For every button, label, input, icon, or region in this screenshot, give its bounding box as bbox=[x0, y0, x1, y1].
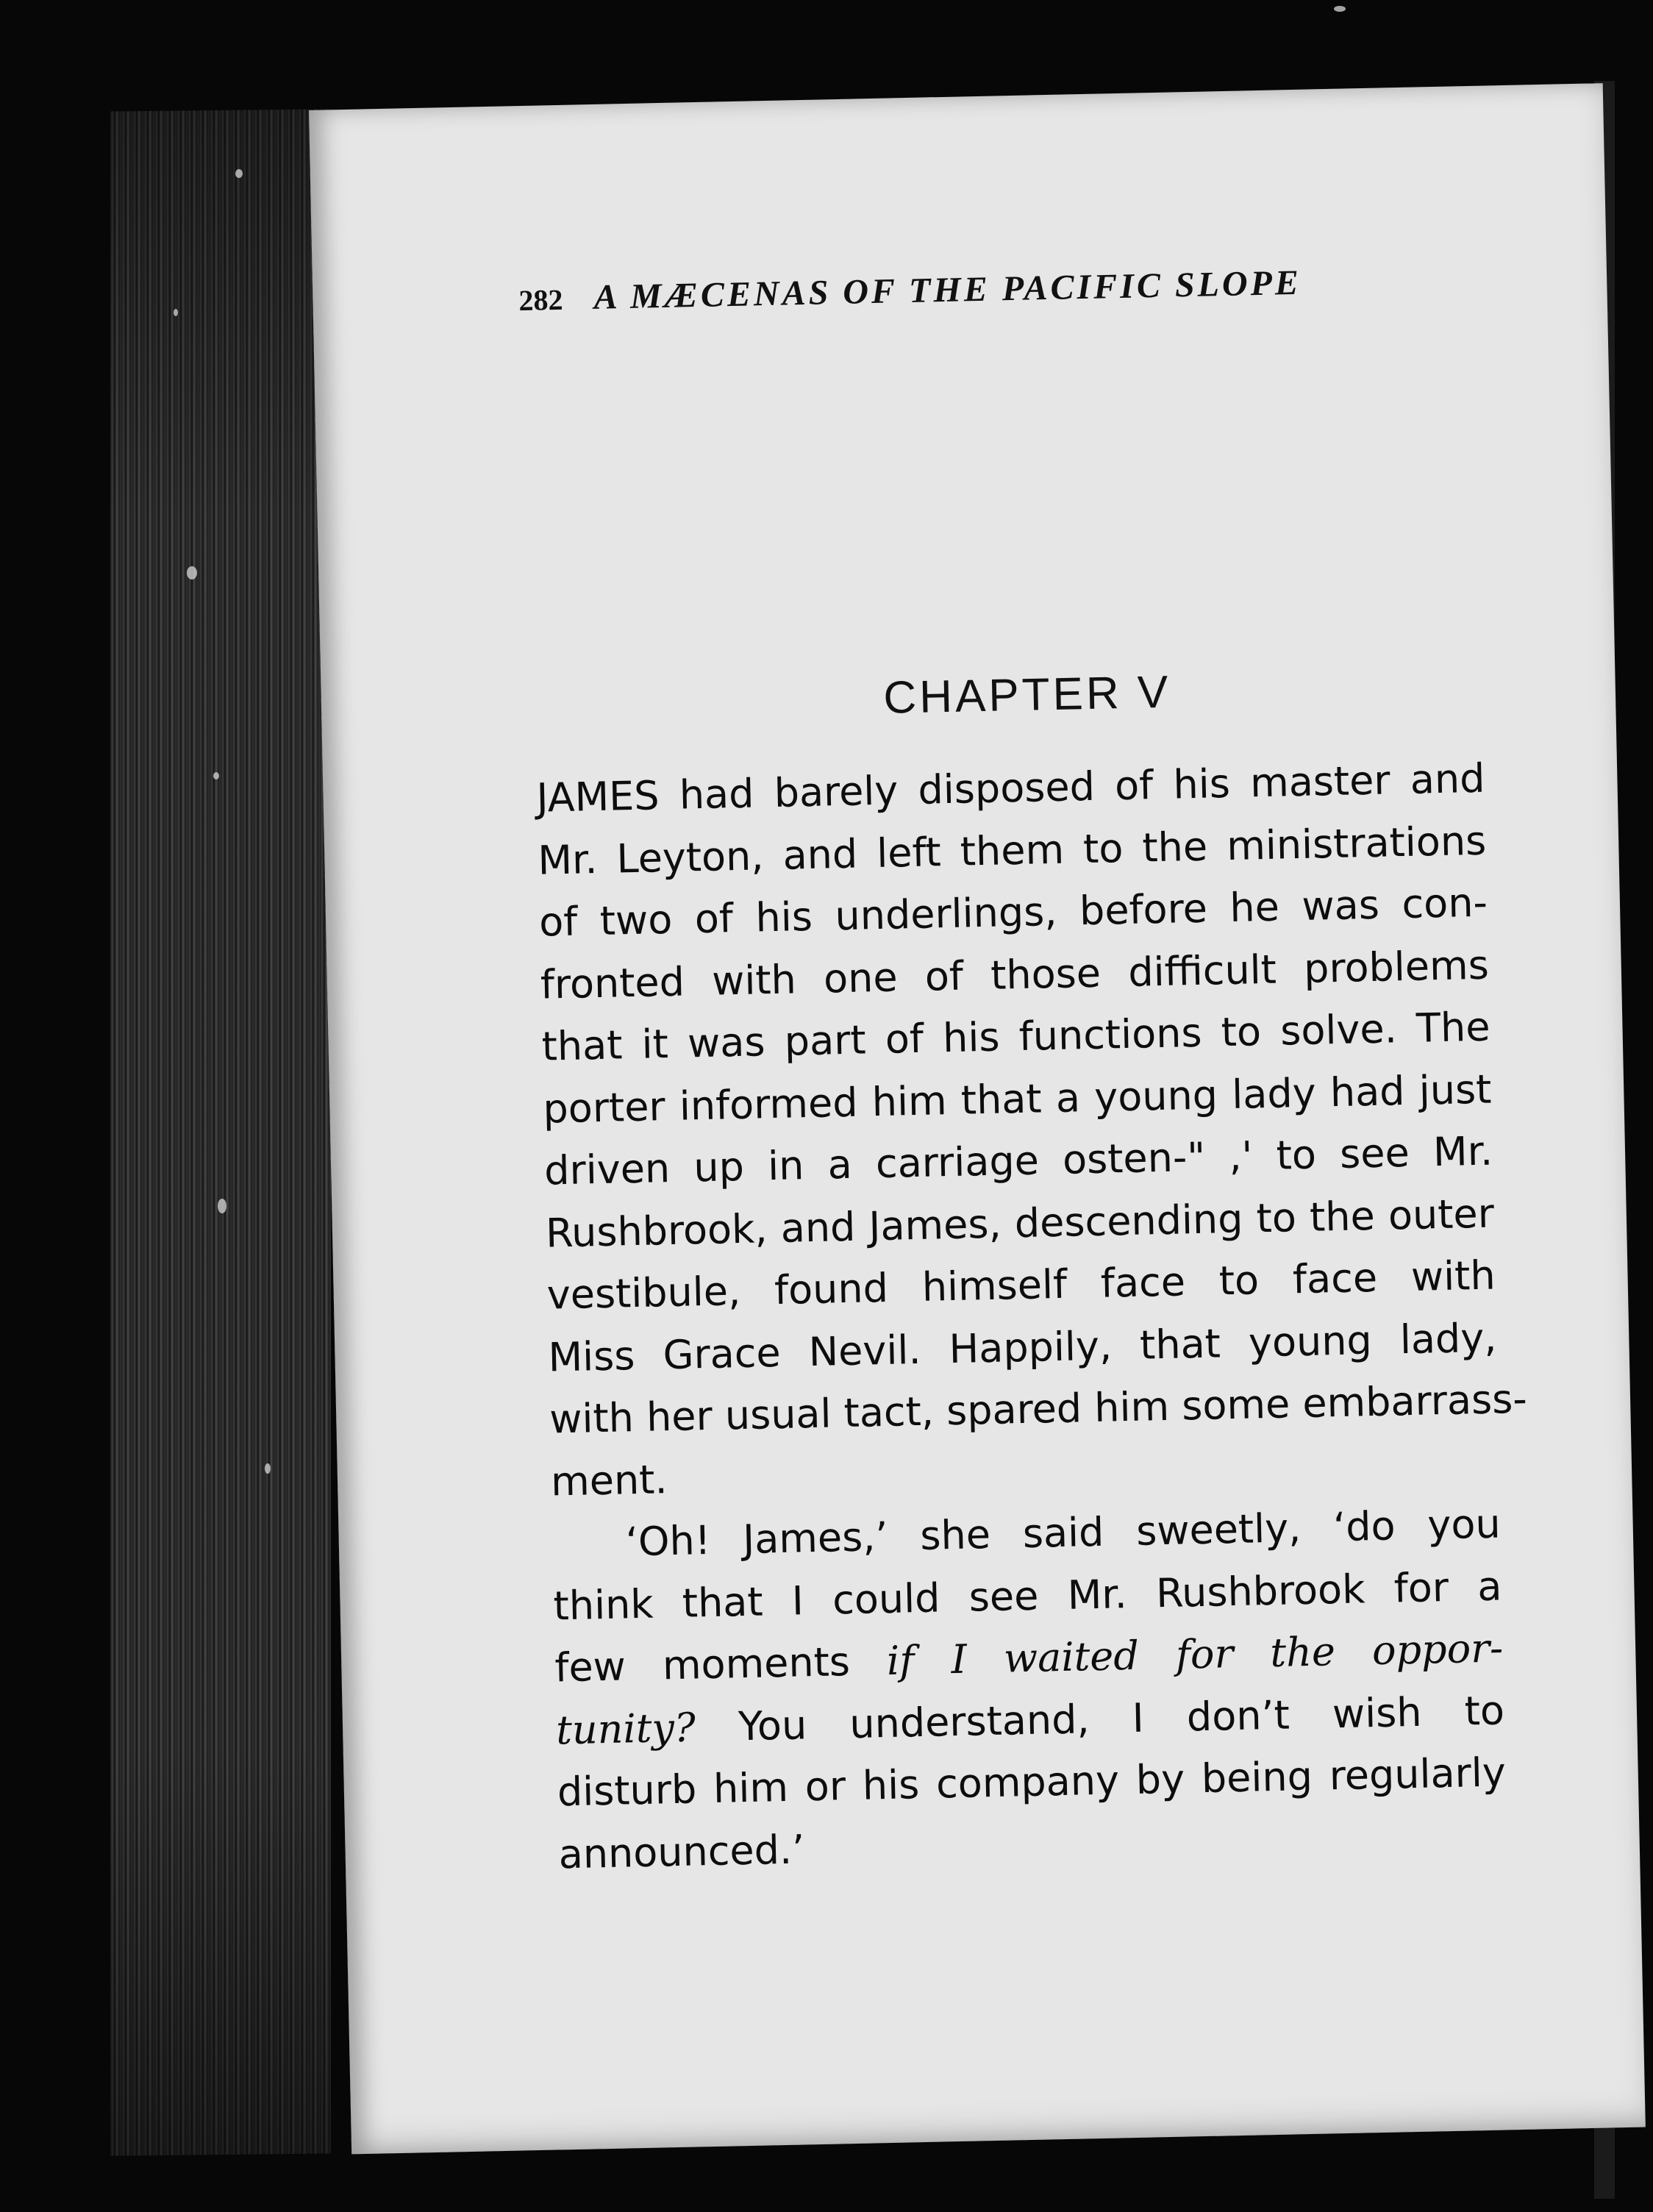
paragraph-1-line-3: of two of his underlings, before he was con- bbox=[538, 879, 1488, 946]
book-page bbox=[309, 83, 1646, 2154]
paragraph-2-line-3-italic: if I waited for the oppor- bbox=[886, 1624, 1504, 1684]
paragraph-2-line-2: think that I could see Mr. Rushbrook for a bbox=[552, 1562, 1503, 1629]
paragraph-2-line-6: announced.’ bbox=[558, 1825, 805, 1877]
paragraph-1-line-8: Rushbrook, and James, descending to the outer bbox=[545, 1190, 1495, 1257]
dropword: JAMES bbox=[535, 772, 660, 821]
dust-speck bbox=[1334, 6, 1346, 12]
dust-speck bbox=[235, 169, 243, 178]
paragraph-1-line-12: ment. bbox=[550, 1455, 668, 1505]
paragraph-1-line-11: with her usual tact, spared him some embarrass- bbox=[549, 1375, 1528, 1443]
dust-speck bbox=[265, 1463, 271, 1474]
running-head bbox=[518, 260, 1431, 319]
paragraph-2-line-4-roman: You understand, I don’t wish to bbox=[695, 1686, 1505, 1750]
paragraph-1-line-4: fronted with one of those difficult problems bbox=[540, 941, 1490, 1008]
paragraph-1-line-2: Mr. Leyton, and left them to the ministrations bbox=[537, 817, 1487, 884]
dust-speck bbox=[187, 566, 197, 579]
paragraph-1-line-7: driven up in a carriage osten-" ,' to see Mr. bbox=[543, 1127, 1493, 1194]
dust-speck bbox=[174, 309, 178, 316]
page-number: 282 bbox=[518, 282, 563, 318]
paragraph-2-line-3-roman: few moments bbox=[554, 1638, 888, 1691]
paragraph-1-line-6: porter informed him that a young lady had just bbox=[542, 1066, 1492, 1132]
paragraph-1-line-10: Miss Grace Nevil. Happily, that young lady, bbox=[547, 1314, 1497, 1381]
dust-speck bbox=[213, 772, 219, 779]
paragraph-2-line-4-italic: tunity? bbox=[555, 1703, 696, 1753]
dust-speck bbox=[218, 1199, 226, 1213]
book-page-edges bbox=[110, 109, 331, 2155]
body-text bbox=[535, 748, 1528, 1886]
paragraph-1-line-9: vestibule, found himself face to face with bbox=[546, 1252, 1496, 1319]
chapter-title: CHAPTER V bbox=[882, 666, 1171, 724]
running-head-title: A MÆCENAS OF THE PACIFIC SLOPE bbox=[593, 263, 1302, 317]
paragraph-1-line-5: that it was part of his functions to solve. The bbox=[541, 1003, 1491, 1070]
paragraph-2-line-1: ‘Oh! James,’ she said sweetly, ‘do you bbox=[625, 1500, 1502, 1566]
paragraph-2-line-5: disturb him or his company by being regularly bbox=[557, 1749, 1507, 1816]
paragraph-1-line-1-text: had barely disposed of his master and bbox=[658, 754, 1486, 819]
